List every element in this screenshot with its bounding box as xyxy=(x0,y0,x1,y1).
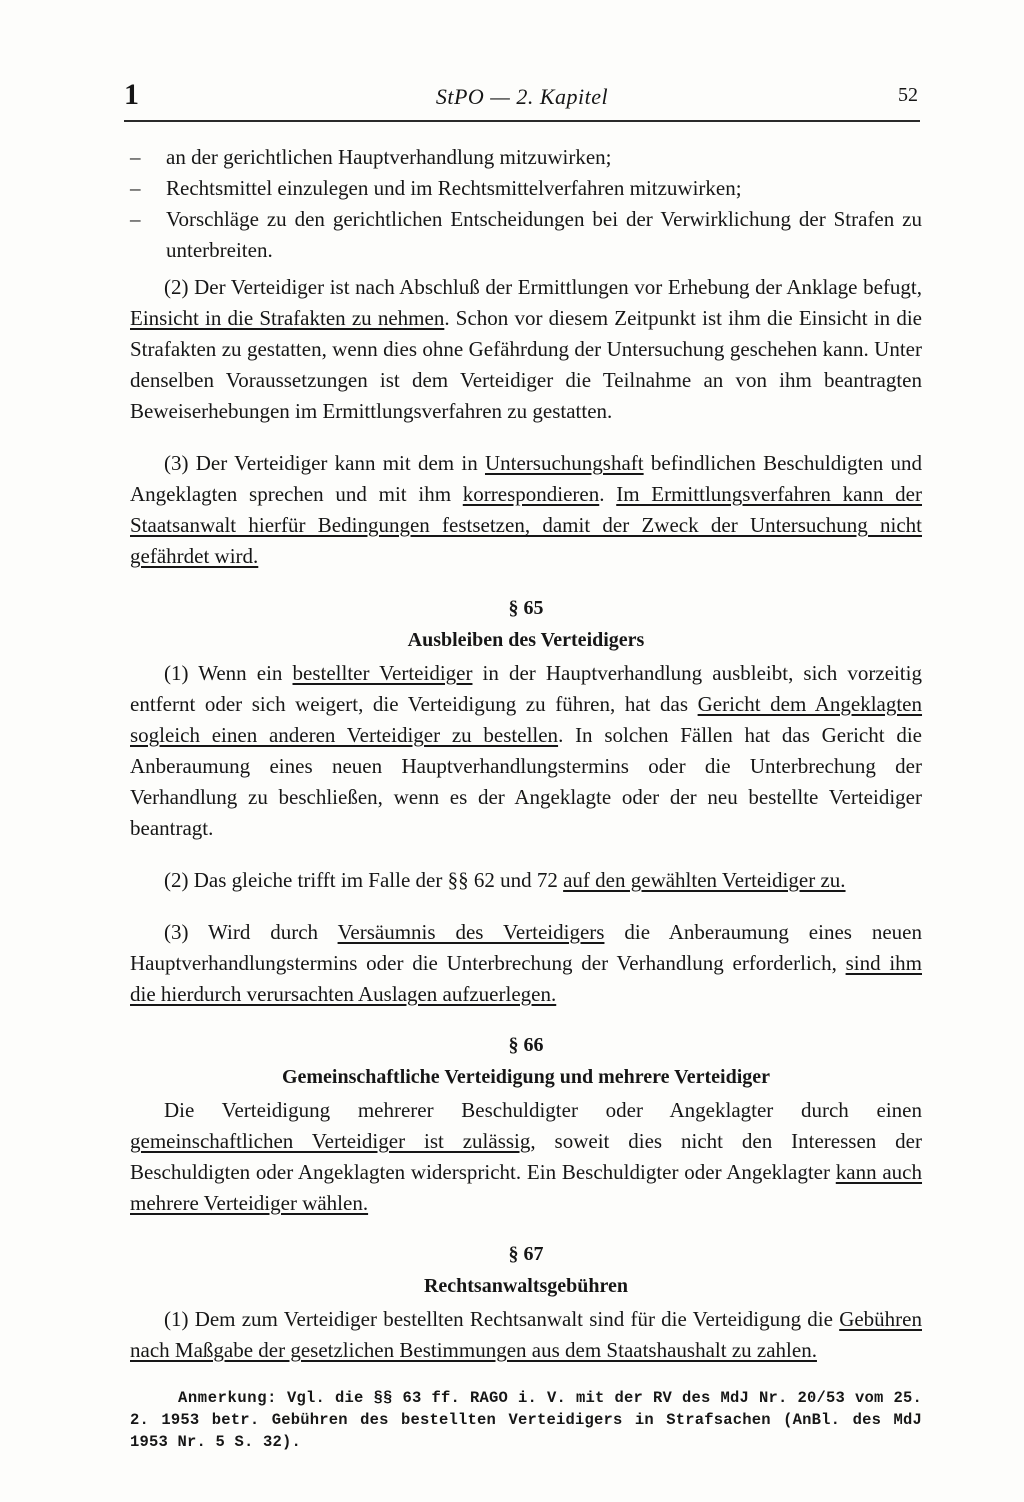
text-run: (3) Wird durch xyxy=(164,920,338,944)
text-run: (2) Das gleiche trifft im Falle der §§ 62 und 72 xyxy=(164,868,564,892)
list-item xyxy=(130,204,922,266)
underlined-text: kann auch mehrere Verteidiger wählen. xyxy=(130,1160,923,1215)
text-run: . xyxy=(599,482,617,506)
annotation-label: Anmerkung: xyxy=(178,1389,278,1407)
dash-bullet: – xyxy=(130,176,141,200)
paragraph-65-3 xyxy=(130,917,922,1010)
underlined-text: sind ihm die hierdurch verursachten Auslagen aufzuerlegen. xyxy=(130,951,922,1006)
underlined-text: Versäumnis des Verteidigers xyxy=(337,920,605,944)
underlined-text: Gebühren nach Maßgabe der gesetzlichen Bestimmungen aus dem Staatshaushalt zu zahlen. xyxy=(130,1307,922,1362)
page-number: 52 xyxy=(898,84,918,106)
text-run: . Schon vor diesem Zeitpunkt ist ihm die Einsicht in die Strafakten zu gestatten, wenn dies ohne Gefährdung der Untersuchung geschehen kann. Unter denselben Voraussetzungen ist dem Verteidiger die Teilnahme an von ihm beantragten Beweiserhebungen im Ermittlungsverfahren zu gestatten. xyxy=(130,306,922,423)
text-run: befindlichen Beschuldigten und Angeklagten sprechen und mit ihm xyxy=(130,451,922,506)
dash-bullet: – xyxy=(130,207,141,231)
paragraph-64-2 xyxy=(130,272,922,427)
list-item-text: Rechtsmittel einzulegen und im Rechtsmittelverfahren mitzuwirken; xyxy=(166,176,742,200)
underlined-text: Untersuchungshaft xyxy=(484,451,644,475)
list-item xyxy=(130,173,922,204)
text-run: . In solchen Fällen hat das Gericht die Anberaumung eines neuen Hauptverhandlungstermins oder die Unterbrechung der Verhandlung zu beschließen, wenn es der Angeklagte oder der neu bestellte Verteidiger beantragt. xyxy=(130,723,922,840)
section-number-67: § 67 xyxy=(508,1243,544,1265)
footnote-annotation xyxy=(130,1387,922,1453)
page-header xyxy=(124,72,920,124)
text-run: die Anberaumung eines neuen Hauptverhandlungstermins oder die Unterbrechung der Verhandlung erforderlich, xyxy=(130,920,922,975)
running-title: StPO — 2. Kapitel xyxy=(435,84,609,109)
text-run: Die Verteidigung mehrerer Beschuldigter oder Angeklagter durch einen xyxy=(164,1098,922,1122)
section-title-66: Gemeinschaftliche Verteidigung und mehrere Verteidiger xyxy=(281,1066,771,1088)
paragraph-65-1 xyxy=(130,658,922,844)
underlined-text: gemeinschaftlichen Verteidiger ist zulässig xyxy=(130,1129,531,1153)
section-title-65: Ausbleiben des Verteidigers xyxy=(407,629,645,651)
annotation-text: Vgl. die §§ 63 ff. RAGO i. V. mit der RV des MdJ Nr. 20/53 vom 25. 2. 1953 betr. Gebühren des bestellten Verteidigers in Strafsachen (AnBl. des MdJ 1953 Nr. 5 S. 32). xyxy=(130,1389,922,1451)
list-item xyxy=(130,142,922,173)
underlined-text: Einsicht in die Strafakten zu nehmen xyxy=(130,306,445,330)
dash-bullet: – xyxy=(130,145,141,169)
text-run: (2) Der Verteidiger ist nach Abschluß der Ermittlungen vor Erhebung der Anklage befugt, xyxy=(164,275,922,299)
page-body xyxy=(130,142,922,1469)
header-rule xyxy=(124,120,920,122)
text-run: in der Hauptverhandlung ausbleibt, sich vorzeitig entfernt oder sich weigert, die Verteidigung zu führen, hat das xyxy=(130,661,922,716)
list-item-text: Vorschläge zu den gerichtlichen Entscheidungen bei der Verwirklichung der Strafen zu unterbreiten. xyxy=(166,207,922,262)
text-run: (1) Dem zum Verteidiger bestellten Rechtsanwalt sind für die Verteidigung die xyxy=(164,1307,840,1331)
chapter-marker: 1 xyxy=(124,78,139,111)
paragraph-67-1 xyxy=(130,1304,922,1366)
underlined-text: korrespondieren xyxy=(462,482,600,506)
section-number-66: § 66 xyxy=(508,1034,544,1056)
text-run: , soweit dies nicht den Interessen der Beschuldigten oder Angeklagten widerspricht. Ein Beschuldigter oder Angeklagter xyxy=(130,1129,922,1184)
underlined-text: Im Ermittlungsverfahren kann der Staatsanwalt hierfür Bedingungen festsetzen, damit der Zweck der Untersuchung nicht gefährdet wird. xyxy=(130,482,922,568)
paragraph-65-2 xyxy=(130,865,922,896)
section-title-67: Rechtsanwaltsgebühren xyxy=(423,1275,629,1297)
underlined-text: Gericht dem Angeklagten sogleich einen anderen Verteidiger zu bestellen xyxy=(130,692,923,747)
paragraph-64-3 xyxy=(130,448,922,572)
underlined-text: auf den gewählten Verteidiger zu. xyxy=(563,868,846,892)
text-run: (1) Wenn ein xyxy=(164,661,293,685)
text-run: (3) Der Verteidiger kann mit dem in xyxy=(164,451,485,475)
underlined-text: bestellter Verteidiger xyxy=(292,661,473,685)
list-item-text: an der gerichtlichen Hauptverhandlung mitzuwirken; xyxy=(166,145,612,169)
section-number-65: § 65 xyxy=(508,597,544,619)
paragraph-66 xyxy=(130,1095,922,1219)
